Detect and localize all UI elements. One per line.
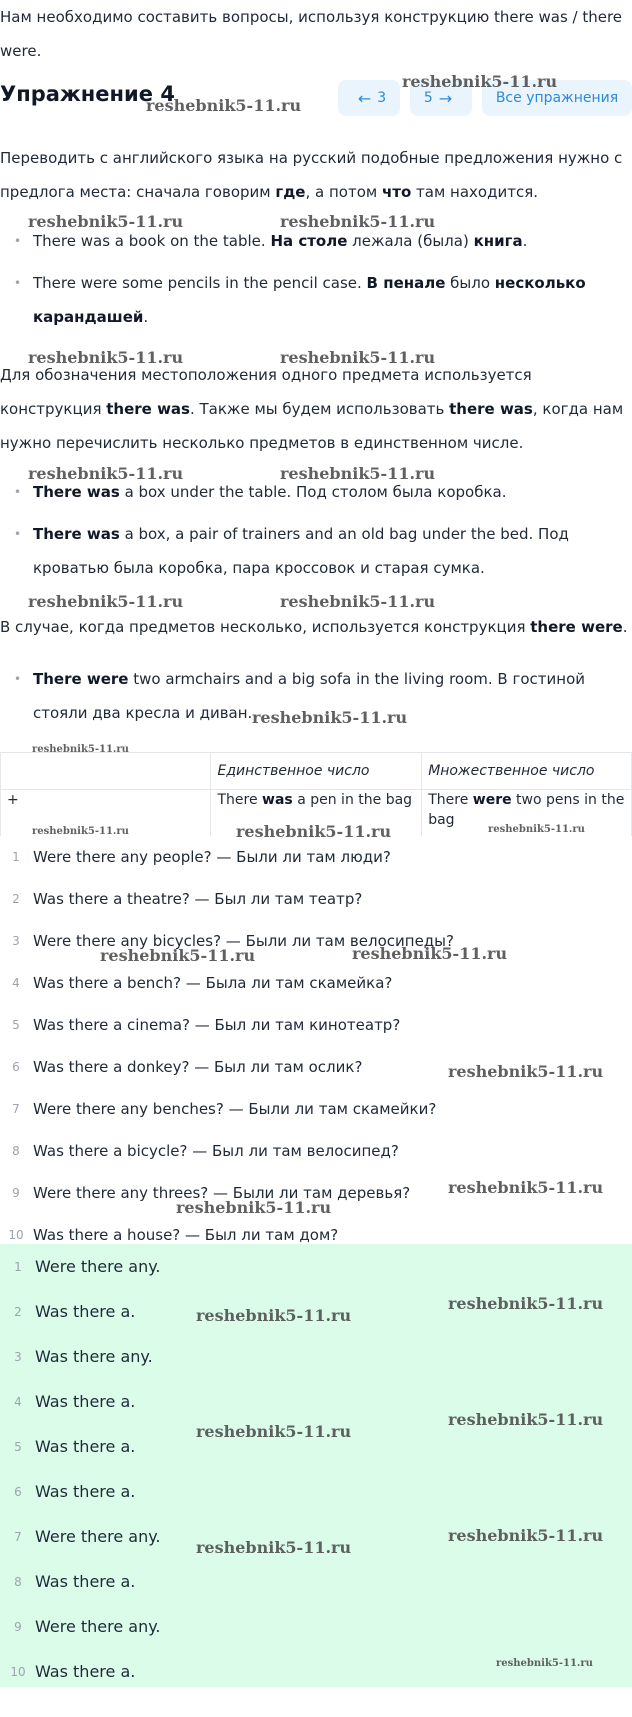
next-exercise-label: 5 bbox=[423, 90, 433, 106]
watermark: reshebnik5-11.ru bbox=[146, 96, 302, 115]
watermark: reshebnik5-11.ru bbox=[352, 944, 508, 963]
watermark: reshebnik5-11.ru bbox=[448, 1526, 604, 1545]
list-item: 3 Was there any. bbox=[14, 1347, 153, 1366]
watermark: reshebnik5-11.ru bbox=[100, 946, 256, 965]
list-item: • There was a box, a pair of trainers and an old bag under the bed. Под кроватью была коробка, пара кроссовок и старая сумка. bbox=[0, 517, 632, 585]
list-item: 5 Was there a cinema? — Был ли там кинотеатр? bbox=[12, 1016, 401, 1034]
prev-exercise-label: 3 bbox=[377, 90, 387, 106]
table-header: Единственное число bbox=[211, 753, 422, 790]
list-item: 10 Was there a. bbox=[10, 1662, 136, 1681]
watermark: reshebnik5-11.ru bbox=[28, 592, 184, 611]
exercise-title: Упражнение 4 bbox=[0, 82, 175, 106]
watermark: reshebnik5-11.ru bbox=[252, 708, 408, 727]
watermark: reshebnik5-11.ru bbox=[448, 1410, 604, 1429]
list-item: • There were two armchairs and a big sofa in the living room. В гостиной стояли два кресла и диван. bbox=[0, 662, 600, 730]
list-item: 5 Was there a. bbox=[14, 1437, 136, 1456]
arrow-left-icon: ← bbox=[357, 88, 372, 108]
theory-paragraph-2: Для обозначения местоположения одного предмета используется конструкция there was. Также мы будем использовать there was, когда нам нужно перечислить несколько предметов в единственном числе. bbox=[0, 366, 624, 452]
example-list-1 bbox=[0, 224, 632, 334]
list-item: 9 Were there any. bbox=[14, 1617, 161, 1636]
arrow-right-icon: → bbox=[438, 88, 453, 108]
watermark: reshebnik5-11.ru bbox=[280, 348, 436, 367]
watermark: reshebnik5-11.ru bbox=[488, 824, 585, 835]
watermark: reshebnik5-11.ru bbox=[280, 212, 436, 231]
list-item: • There were some pencils in the pencil case. В пенале было несколько карандашей. bbox=[0, 266, 632, 334]
watermark: reshebnik5-11.ru bbox=[196, 1538, 352, 1557]
table-header: Множественное число bbox=[422, 753, 632, 790]
intro-text: Нам необходимо составить вопросы, используя конструкцию there was / there were. bbox=[0, 8, 623, 60]
table-cell-sign: + bbox=[1, 790, 211, 837]
watermark: reshebnik5-11.ru bbox=[448, 1294, 604, 1313]
list-item: • There was a box under the table. Под столом была коробка. bbox=[0, 475, 632, 509]
list-item: 3 Were there any bicycles? — Были ли там велосипеды? bbox=[12, 932, 454, 950]
list-item: 2 Was there a theatre? — Был ли там театр? bbox=[12, 890, 363, 908]
list-item: 7 Were there any benches? — Были ли там скамейки? bbox=[12, 1100, 437, 1118]
list-item: 4 Was there a. bbox=[14, 1392, 136, 1411]
watermark: reshebnik5-11.ru bbox=[196, 1306, 352, 1325]
watermark: reshebnik5-11.ru bbox=[448, 1178, 604, 1197]
list-item: 4 Was there a bench? — Была ли там скамейка? bbox=[12, 974, 393, 992]
table-cell-plural: There were two pens in the bag bbox=[422, 790, 632, 837]
table-header bbox=[1, 753, 211, 790]
watermark: reshebnik5-11.ru bbox=[280, 592, 436, 611]
watermark: reshebnik5-11.ru bbox=[28, 212, 184, 231]
all-exercises-label: Все упражнения bbox=[495, 90, 619, 106]
watermark: reshebnik5-11.ru bbox=[402, 72, 558, 91]
watermark: reshebnik5-11.ru bbox=[176, 1198, 332, 1217]
watermark: reshebnik5-11.ru bbox=[496, 1658, 593, 1669]
list-item: • There was a book on the table. На столе лежала (была) книга. bbox=[0, 224, 632, 258]
list-item: 8 Was there a. bbox=[14, 1572, 136, 1591]
watermark: reshebnik5-11.ru bbox=[32, 826, 129, 837]
list-item: 8 Was there a bicycle? — Был ли там велосипед? bbox=[12, 1142, 399, 1160]
list-item: 2 Was there a. bbox=[14, 1302, 136, 1321]
watermark: reshebnik5-11.ru bbox=[32, 744, 129, 755]
prev-exercise-button[interactable] bbox=[338, 80, 400, 116]
list-item: 6 Was there a donkey? — Был ли там ослик? bbox=[12, 1058, 363, 1076]
list-item: 6 Was there a. bbox=[14, 1482, 136, 1501]
theory-paragraph-1: Переводить с английского языка на русский подобные предложения нужно с предлога места: сначала говорим где, а потом что там находится. bbox=[0, 149, 623, 201]
watermark: reshebnik5-11.ru bbox=[448, 1062, 604, 1081]
watermark: reshebnik5-11.ru bbox=[196, 1422, 352, 1441]
list-item: 7 Were there any. bbox=[14, 1527, 161, 1546]
table-cell-singular: There was a pen in the bag bbox=[211, 790, 422, 837]
watermark: reshebnik5-11.ru bbox=[28, 464, 184, 483]
watermark: reshebnik5-11.ru bbox=[236, 822, 392, 841]
list-item: 1 Were there any people? — Были ли там люди? bbox=[12, 848, 391, 866]
example-list-2 bbox=[0, 475, 632, 585]
theory-paragraph-3: В случае, когда предметов несколько, используется конструкция there were. bbox=[0, 618, 628, 636]
watermark: reshebnik5-11.ru bbox=[280, 464, 436, 483]
watermark: reshebnik5-11.ru bbox=[28, 348, 184, 367]
list-item: 1 Were there any. bbox=[14, 1257, 161, 1276]
list-item: 9 Were there any threes? — Были ли там деревья? bbox=[12, 1184, 411, 1202]
list-item: 10 Was there a house? — Был ли там дом? bbox=[8, 1226, 339, 1244]
